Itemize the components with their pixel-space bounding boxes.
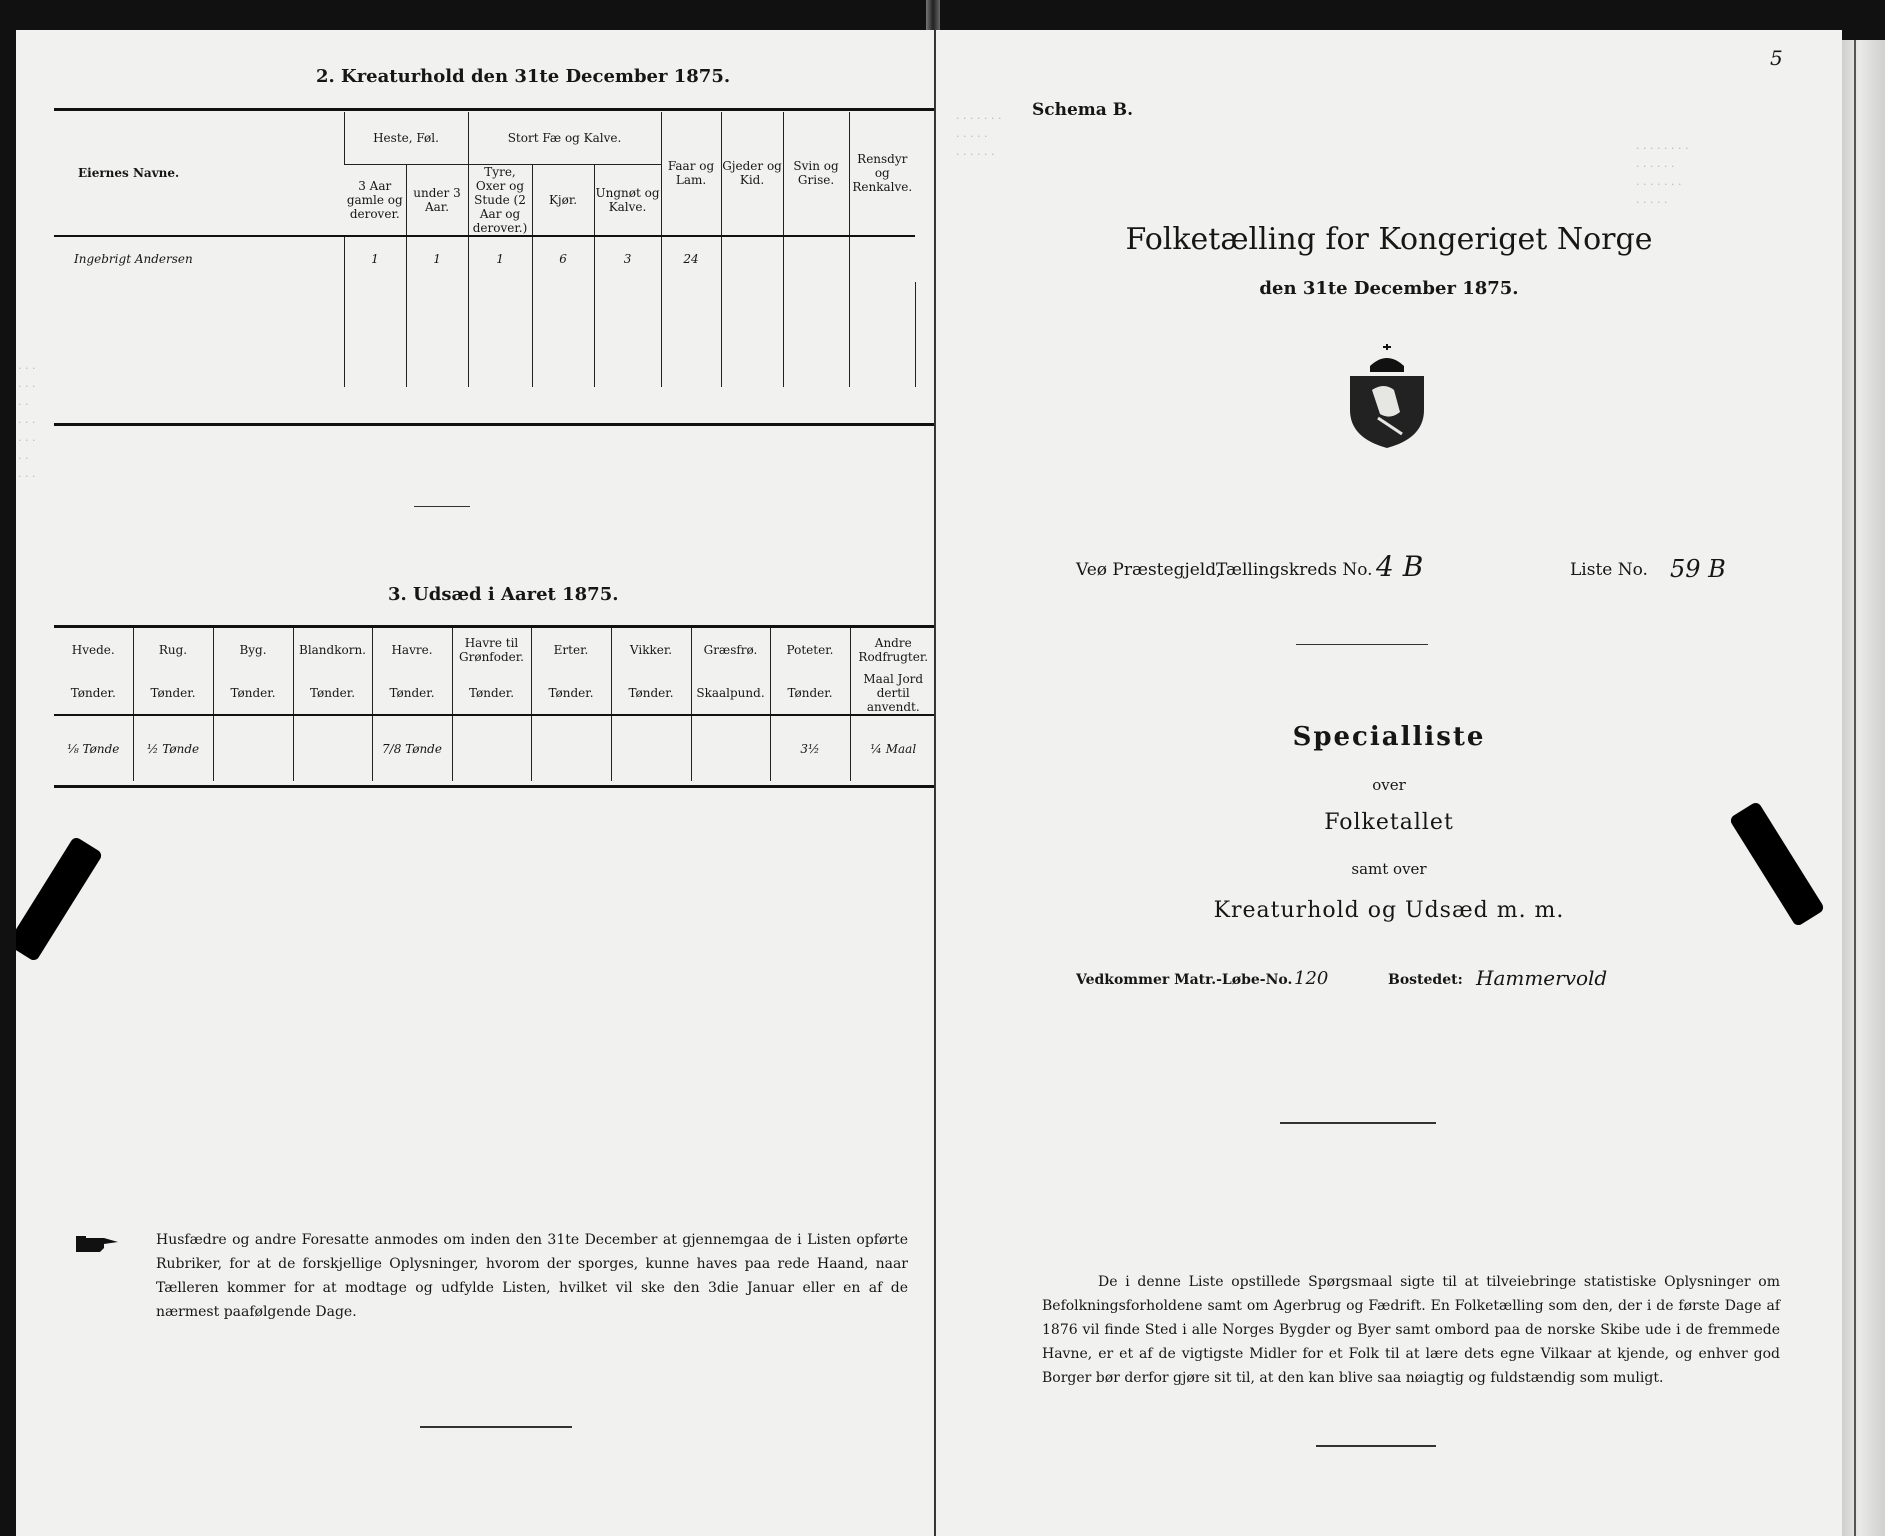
document-subtitle: den 31te December 1875.	[1259, 278, 1519, 299]
specialliste-heading	[936, 722, 1842, 752]
sowing-table	[54, 628, 934, 781]
sowing-unit-label: Tønder.	[611, 672, 691, 715]
sowing-value-cell	[293, 715, 372, 781]
horses-young-cell: 1	[406, 236, 468, 282]
footer-text: De i denne Liste opstillede Spørgsmaal sigte til at tilveiebringe statistiske Oplysninger om Befolkningsforholdene samt om Agerbrug og Fædrift. En Folketælling som den, der i de første Dage af 1876 vil finde Sted i alle Norges Bygder og Byer samt ombord paa de norske Skibe ude i de fremmede Havne, er et af de vigtigste Midler for et Folk til at lære dets egne Vilkaar at kjende, og enhver god Borger bør derfor gjøre sit til, at den kan blive saa nøiagtig og fuldstændig som muligt.	[1042, 1274, 1780, 1386]
sowing-col-header: Havre til Grønfoder.	[452, 628, 531, 672]
pigs-cell	[783, 236, 849, 282]
cattle-young-cell: 3	[594, 236, 661, 282]
cattle-young-header: Ungnøt og Kalve.	[594, 164, 661, 236]
page-number: 5	[1770, 46, 1783, 70]
kreds-value: 4 B	[1376, 550, 1424, 583]
sowing-unit-label: Tønder.	[293, 672, 372, 715]
sowing-unit-label: Skaalpund.	[691, 672, 770, 715]
sowing-value-cell: ½ Tønde	[133, 715, 213, 781]
table-bottom-rule	[54, 423, 934, 426]
separator-rule	[1296, 644, 1428, 645]
horses-old-header: 3 Aar gamle og derover.	[344, 164, 406, 236]
sowing-value-cell: 3½	[770, 715, 850, 781]
pigs-header: Svin og Grise.	[783, 112, 849, 236]
kreatur-text: Kreaturhold og Udsæd m. m.	[1213, 898, 1565, 923]
sowing-unit-row	[54, 672, 934, 715]
sowing-value-cell	[213, 715, 293, 781]
cattle-group-header: Stort Fæ og Kalve.	[468, 112, 661, 164]
bosted-value: Hammervold	[1476, 966, 1608, 990]
sowing-value-cell	[691, 715, 770, 781]
cattle-cows-header: Kjør.	[532, 164, 594, 236]
sowing-col-header: Rug.	[133, 628, 213, 672]
page-edge	[1842, 40, 1885, 1536]
sowing-unit-label: Maal Jord dertil anvendt.	[850, 672, 934, 715]
horses-group-header: Heste, Føl.	[344, 112, 468, 164]
bosted-label: Bostedet:	[1388, 972, 1463, 988]
section2-heading: 2. Kreaturhold den 31te December 1875.	[316, 66, 731, 87]
sowing-col-header: Havre.	[372, 628, 452, 672]
title-text: Folketælling for Kongeriget Norge	[1125, 222, 1653, 257]
cattle-bulls-cell: 1	[468, 236, 532, 282]
document-title	[936, 222, 1842, 257]
schema-label: Schema B.	[1032, 100, 1134, 120]
sowing-unit-label: Tønder.	[133, 672, 213, 715]
samt-over-text: samt over	[1351, 860, 1427, 878]
matr-label: Vedkommer Matr.-Løbe-No.	[1076, 972, 1293, 988]
liste-value: 59 B	[1670, 555, 1726, 583]
sowing-col-header: Blandkorn.	[293, 628, 372, 672]
cattle-bulls-header: Tyre, Oxer og Stude (2 Aar og derover.)	[468, 164, 532, 236]
specialliste-text: Specialliste	[1292, 722, 1486, 752]
horses-young-header: under 3 Aar.	[406, 164, 468, 236]
sowing-unit-label: Tønder.	[213, 672, 293, 715]
sowing-col-header: Byg.	[213, 628, 293, 672]
sowing-unit-label: Tønder.	[372, 672, 452, 715]
kreds-label: Tællingskreds No.	[1216, 560, 1373, 580]
right-page	[936, 30, 1842, 1536]
sowing-unit-label: Tønder.	[54, 672, 133, 715]
separator-rule	[420, 1426, 572, 1428]
livestock-table	[54, 112, 934, 387]
over-text: over	[1372, 776, 1406, 794]
sowing-unit-label: Tønder.	[452, 672, 531, 715]
sheep-cell: 24	[661, 236, 721, 282]
sheep-header: Faar og Lam.	[661, 112, 721, 236]
liste-label: Liste No.	[1570, 560, 1648, 580]
table-row	[54, 715, 934, 781]
prestegjeld-label: Veø Præstegjeld,	[1076, 560, 1222, 580]
cattle-cows-cell: 6	[532, 236, 594, 282]
sowing-value-cell	[531, 715, 611, 781]
sowing-col-header: Andre Rodfrugter.	[850, 628, 934, 672]
table-row	[54, 352, 934, 387]
bleed-through-text: · · · · · · · · · · · · · · · · · ·	[956, 112, 1002, 161]
sowing-col-header: Hvede.	[71, 643, 115, 657]
folketallet-text: Folketallet	[1324, 810, 1454, 835]
table-row	[54, 282, 934, 317]
table-row	[54, 317, 934, 352]
owner-cell: Ingebrigt Andersen	[74, 252, 193, 266]
sowing-col-header: Vikker.	[611, 628, 691, 672]
sowing-value-cell	[611, 715, 691, 781]
left-page	[16, 30, 934, 1536]
sowing-col-header: Poteter.	[770, 628, 850, 672]
reindeer-cell	[849, 236, 915, 282]
separator-rule	[1316, 1445, 1436, 1447]
coat-of-arms-icon	[1342, 342, 1432, 452]
bleed-through-text: · · · · · · · · · · · · · · · · · · ·	[18, 362, 36, 483]
sowing-unit-label: Tønder.	[770, 672, 850, 715]
sowing-header-row	[54, 628, 934, 672]
table-top-rule	[54, 108, 934, 111]
section3-heading: 3. Udsæd i Aaret 1875.	[388, 584, 619, 605]
table-bottom-rule	[54, 785, 934, 788]
sowing-value-cell: ¼ Maal	[850, 715, 934, 781]
pointing-hand-icon	[74, 1230, 120, 1258]
sowing-value-cell: 7/8 Tønde	[372, 715, 452, 781]
matr-value: 120	[1294, 968, 1329, 989]
bleed-through-text: · · · · · · · · · · · · · · · · · · · · · · · · · ·	[1636, 142, 1689, 209]
horses-old-cell: 1	[344, 236, 406, 282]
separator-rule	[1280, 1122, 1436, 1124]
sowing-col-header: Græsfrø.	[691, 628, 770, 672]
owner-header: Eiernes Navne.	[54, 112, 344, 236]
sowing-value-cell	[452, 715, 531, 781]
page-tab	[16, 836, 103, 963]
goats-cell	[721, 236, 783, 282]
sowing-value-cell: ⅛ Tønde	[67, 741, 120, 756]
table-row	[54, 236, 934, 282]
goats-header: Gjeder og Kid.	[721, 112, 783, 236]
notice-text: Husfædre og andre Foresatte anmodes om inden den 31te December at gjennemgaa de i Listen opførte Rubriker, for at de forskjellige Oplysninger, hvorom der sporges, kunne haves paa rede Haand, naar Tælleren kommer for at modtage og udfylde Listen, hvilket vil ske den 3die Januar eller en af de nærmest paafølgende Dage.	[156, 1232, 908, 1320]
reindeer-header: Rensdyr og Renkalve.	[849, 112, 915, 236]
separator-rule	[414, 506, 470, 507]
sowing-col-header: Erter.	[531, 628, 611, 672]
sowing-unit-label: Tønder.	[531, 672, 611, 715]
